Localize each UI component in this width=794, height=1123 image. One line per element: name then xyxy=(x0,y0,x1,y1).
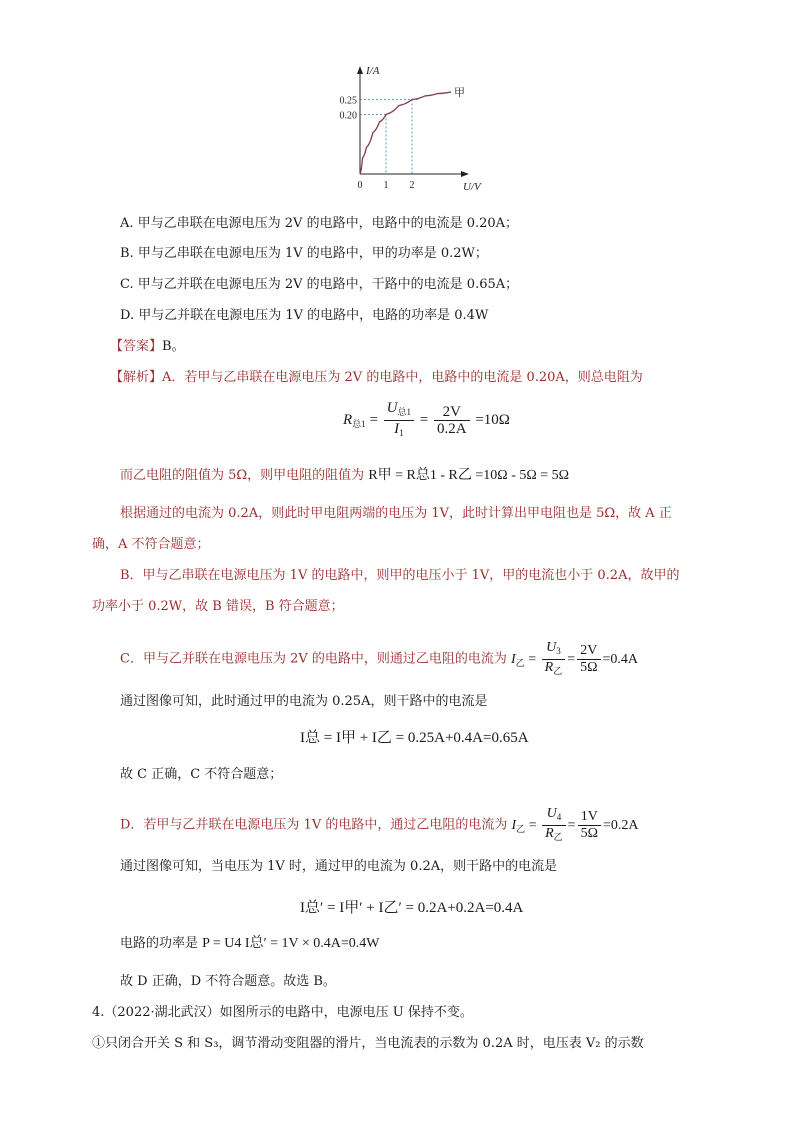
d-den: R xyxy=(545,826,554,841)
analysis-b-2: 功率小于 0.2W，故 B 错误，B 符合题意； xyxy=(92,599,344,614)
c-frac-2 xyxy=(577,643,600,676)
x-tick-0: 0 xyxy=(357,180,363,191)
eq1-rhs: =10Ω xyxy=(471,411,510,428)
c-rhs: =0.4A xyxy=(602,651,639,667)
analysis-tag: 【解析】 xyxy=(110,370,163,385)
y-tick-0.25: 0.25 xyxy=(339,95,357,107)
eq1-lhs-sub: 总1 xyxy=(352,418,366,429)
analysis-c-total: I总 = I甲 + I乙 = 0.25A+0.4A=0.65A xyxy=(300,730,529,746)
d-den-sub: 乙 xyxy=(553,832,563,842)
c-num2: 2V xyxy=(577,643,600,660)
c-eq-lhs-sub: 乙 xyxy=(515,657,525,668)
c-num-sub: 3 xyxy=(556,646,561,656)
eq1-num-sub: 总1 xyxy=(397,407,412,417)
x-tick-2: 2 xyxy=(409,180,415,191)
analysis-a-calc-1: 根据通过的电流为 0.2A，则此时甲电阻两端的电压为 1V，此时计算出甲电阻也是 5Ω，故 A 正 xyxy=(120,506,672,521)
d-power-math: P = U4 I总′ = 1V × 0.4A=0.4W xyxy=(202,936,380,951)
option-b: B. 甲与乙串联在电源电压为 1V 的电路中，甲的功率是 0.2W； xyxy=(120,246,488,261)
option-a: A. 甲与乙串联在电源电压为 2V 的电路中，电路中的电流是 0.20A； xyxy=(120,216,519,231)
d-eq-lhs-sub: 乙 xyxy=(516,823,526,834)
answer-value: B。 xyxy=(162,339,185,354)
d-frac-1 xyxy=(542,806,566,845)
d-eq-lhs: I xyxy=(511,817,517,833)
option-c: C. 甲与乙并联在电源电压为 2V 的电路中，干路中的电流是 0.65A； xyxy=(120,277,519,292)
d-equation: $I_乙$ = $\frac{U_4}{R_乙}$ = $\frac{1V}{5\Omega}$ =0.2A xyxy=(512,818,639,833)
analysis-c-line xyxy=(120,640,638,679)
c-den-sub: 乙 xyxy=(553,666,563,676)
c-num: U xyxy=(546,640,557,655)
d-den2: 5Ω xyxy=(580,826,598,841)
analysis-a-calc-2: 确，A 不符合题意； xyxy=(92,537,210,552)
analysis-d-conclusion: 故 D 正确，D 不符合题意。故选 B。 xyxy=(120,974,336,989)
analysis-d-graph: 通过图像可知，当电压为 1V 时，通过甲的电流为 0.2A，则干路中的电流是 xyxy=(120,859,558,874)
x-tick-1: 1 xyxy=(383,180,389,191)
answer-tag: 【答案】 xyxy=(110,339,163,354)
analysis-a-intro xyxy=(110,369,643,387)
series-curve-0 xyxy=(360,92,451,174)
analysis-b-1: B．甲与乙串联在电源电压为 1V 的电路中，则甲的电压小于 1V，甲的电流也小于 0.2A，故甲的 xyxy=(120,568,680,583)
d-frac-2 xyxy=(578,809,601,842)
c-eq-lhs: I xyxy=(511,651,516,667)
c-den2: 5Ω xyxy=(580,660,598,675)
yi-line-math: R甲 = R总1 - R乙 =10Ω - 5Ω = 5Ω xyxy=(368,468,570,483)
y-axis-arrow xyxy=(357,66,363,74)
eq1-eq2: = xyxy=(416,411,432,428)
eq1-frac-1 xyxy=(384,400,414,441)
eq1-frac-2 xyxy=(434,404,470,437)
analysis-yi-line xyxy=(120,467,569,485)
d-num: U xyxy=(546,806,557,821)
eq1-den-sub: 1 xyxy=(399,428,404,438)
d-num-sub: 4 xyxy=(556,812,562,822)
option-d: D. 甲与乙并联在电源电压为 1V 的电路中，电路的功率是 0.4W xyxy=(120,308,489,323)
c-equation: $I_乙$ = $\frac{U_3}{R_乙}$ = $\frac{2V}{5\Omega}$ =0.4A xyxy=(511,652,638,667)
question-4-title: 4.（2022·湖北武汉）如图所示的电路中，电源电压 U 保持不变。 xyxy=(92,1005,473,1020)
d-num2: 1V xyxy=(578,809,601,826)
analysis-c-graph: 通过图像可知，此时通过甲的电流为 0.25A，则干路中的电流是 xyxy=(120,694,488,709)
eq1-den2: 0.2A xyxy=(436,421,467,437)
analysis-d-line xyxy=(120,806,639,845)
analysis-a-text: A．若甲与乙串联在电源电压为 2V 的电路中，电路中的电流是 0.20A，则总电阻为 xyxy=(162,370,643,385)
eq1-num2: 2V xyxy=(434,404,470,421)
eq1-lhs: R xyxy=(343,411,353,428)
analysis-d-total: I总′ = I甲′ + I乙′ = 0.2A+0.2A=0.4A xyxy=(300,900,524,916)
series-label-0: 甲 xyxy=(454,87,465,100)
d-rhs: =0.2A xyxy=(602,817,639,833)
d-intro: D．若甲与乙并联在电源电压为 1V 的电路中，通过乙电阻的电流为 xyxy=(120,817,508,833)
question-4-part-1: ①只闭合开关 S 和 S₃，调节滑动变阻器的滑片，当电流表的示数为 0.2A 时，电压表 V₂ 的示数 xyxy=(92,1036,644,1051)
eq1-num: U xyxy=(386,400,398,416)
x-axis-label: U/V xyxy=(463,181,481,193)
y-tick-0.20: 0.20 xyxy=(339,110,357,122)
eq1-den: I xyxy=(394,421,400,437)
eq1-eq: = xyxy=(365,411,382,428)
analysis-c-conclusion: 故 C 正确，C 不符合题意； xyxy=(120,767,283,782)
x-axis-arrow xyxy=(461,171,469,177)
y-axis-label: I/A xyxy=(366,65,380,77)
yi-line-text: 而乙电阻的阻值为 5Ω，则甲电阻的阻值为 xyxy=(120,468,369,483)
answer-line xyxy=(110,338,185,356)
c-frac-1 xyxy=(542,640,566,679)
iu-graph xyxy=(330,62,500,198)
d-power-label: 电路的功率是 xyxy=(120,936,203,951)
analysis-d-power xyxy=(120,935,380,953)
c-intro: C．甲与乙并联在电源电压为 2V 的电路中，则通过乙电阻的电流为 xyxy=(120,651,507,667)
equation-total-resistance xyxy=(343,400,510,441)
c-den: R xyxy=(544,660,554,675)
